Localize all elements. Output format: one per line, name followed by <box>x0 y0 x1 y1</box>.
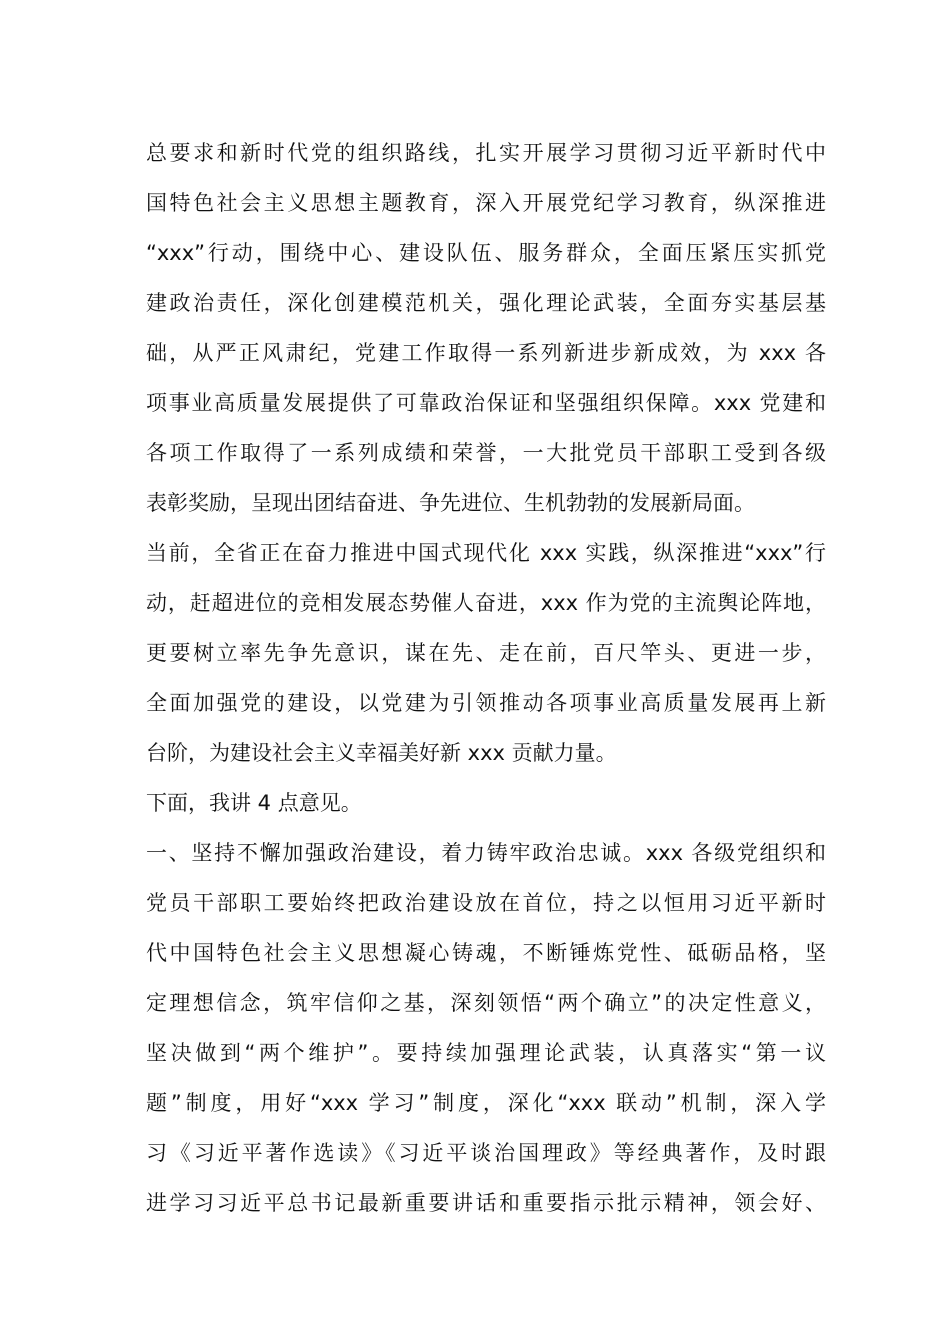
text-line: 题”制度，用好“xxx 学习”制度，深化“xxx 联动”机制，深入学 <box>146 1091 826 1115</box>
text-line: 国特色社会主义思想主题教育，深入开展党纪学习教育，纵深推进 <box>146 191 826 215</box>
text-line: 下面，我讲 4 点意见。 <box>146 791 362 815</box>
text-line: 更要树立率先争先意识，谋在先、走在前，百尺竿头、更进一步， <box>146 641 826 665</box>
text-line: 总要求和新时代党的组织路线，扎实开展学习贯彻习近平新时代中 <box>146 141 826 165</box>
text-line: 坚决做到“两个维护”。要持续加强理论武装，认真落实“第一议 <box>146 1041 826 1065</box>
document-body <box>146 128 826 1228</box>
text-line: 建政治责任，深化创建模范机关，强化理论武装，全面夯实基层基 <box>146 291 826 315</box>
text-line: 各项工作取得了一系列成绩和荣誉，一大批党员干部职工受到各级 <box>146 441 826 465</box>
text-line: 习《习近平著作选读》《习近平谈治国理政》等经典著作，及时跟 <box>146 1141 826 1165</box>
text-line: 全面加强党的建设，以党建为引领推动各项事业高质量发展再上新 <box>146 691 826 715</box>
text-line: 动，赶超进位的竞相发展态势催人奋进，xxx 作为党的主流舆论阵地， <box>146 591 826 615</box>
text-line: 定理想信念，筑牢信仰之基，深刻领悟“两个确立”的决定性意义， <box>146 991 826 1015</box>
text-line: 代中国特色社会主义思想凝心铸魂，不断锤炼党性、砥砺品格，坚 <box>146 941 826 965</box>
text-line: 党员干部职工要始终把政治建设放在首位，持之以恒用习近平新时 <box>146 891 826 915</box>
text-line: 表彰奖励，呈现出团结奋进、争先进位、生机勃勃的发展新局面。 <box>146 491 755 515</box>
text-line: 台阶，为建设社会主义幸福美好新 xxx 贡献力量。 <box>146 741 617 765</box>
text-line: 当前，全省正在奋力推进中国式现代化 xxx 实践，纵深推进“xxx”行 <box>146 541 826 565</box>
text-line: 项事业高质量发展提供了可靠政治保证和坚强组织保障。xxx 党建和 <box>146 391 826 415</box>
text-line: 进学习习近平总书记最新重要讲话和重要指示批示精神，领会好、 <box>146 1191 826 1215</box>
text-line: 础，从严正风肃纪，党建工作取得一系列新进步新成效，为 xxx 各 <box>146 341 826 365</box>
section-heading-line: 一、坚持不懈加强政治建设，着力铸牢政治忠诚。xxx 各级党组织和 <box>146 841 826 865</box>
text-line: “xxx”行动，围绕中心、建设队伍、服务群众，全面压紧压实抓党 <box>146 241 826 265</box>
